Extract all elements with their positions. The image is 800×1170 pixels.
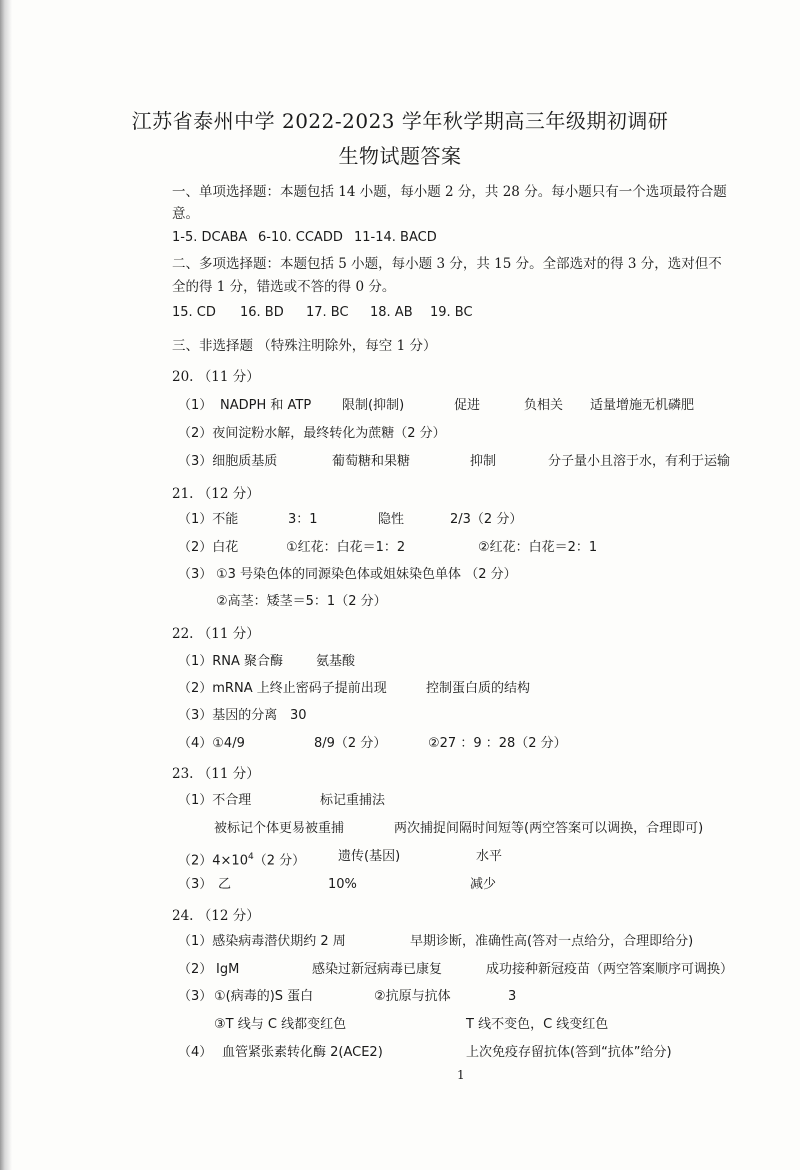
answer-blank: 乙 xyxy=(218,877,232,892)
answer-blank: ②27 ：9 ：28（2 分） xyxy=(428,736,567,751)
answer-blank: 2/3（2 分） xyxy=(450,512,523,527)
answer-blank: （3）基因的分离 xyxy=(178,708,278,723)
answer-blank: 分子量小且溶于水，有利于运输 xyxy=(548,454,731,469)
answer-blank: 10% xyxy=(328,877,357,892)
answer-blank: ③T 线与 C 线都变红色 xyxy=(214,1017,347,1032)
answer-blank: 3：1 xyxy=(288,512,318,527)
answer-blank: NADPH 和 ATP xyxy=(220,398,312,413)
section-3-heading: 三、非选择题 （特殊注明除外，每空 1 分） xyxy=(172,338,437,354)
answer-blank: ②高茎：矮茎＝5：1（2 分） xyxy=(216,594,387,609)
answer-blank: （2）白花 xyxy=(178,540,239,555)
answer-blank: 30 xyxy=(290,708,307,723)
answer-15: 15. CD xyxy=(172,305,216,320)
answer-blank: （2）夜间淀粉水解，最终转化为蔗糖（2 分） xyxy=(178,426,446,441)
section-2-instructions: 二、多项选择题：本题包括 5 小题，每小题 3 分，共 15 分。全部选对的得 3 分，选对但不 xyxy=(172,256,722,272)
question-20-heading: 20. （11 分） xyxy=(172,369,260,385)
answer-blank: （1）感染病毒潜伏期约 2 周 xyxy=(178,934,346,949)
row-label: （3） xyxy=(178,567,213,582)
document-subtitle: 生物试题答案 xyxy=(338,144,462,168)
population-value: （2）4×10 xyxy=(178,853,248,869)
answer-blank: （1）RNA 聚合酶 xyxy=(178,654,284,669)
scan-edge-shadow xyxy=(0,0,12,1170)
section-1-instructions: 一、单项选择题：本题包括 14 小题，每小题 2 分，共 28 分。每小题只有一个选项最符合题 xyxy=(172,184,727,200)
question-22-heading: 22. （11 分） xyxy=(172,626,260,642)
answer-blank: 抑制 xyxy=(470,454,497,469)
population-exponent: 4 xyxy=(247,852,254,862)
answer-16: 16. BD xyxy=(240,305,284,320)
answer-blank: 隐性 xyxy=(378,512,405,527)
answer-1-5: 1-5. DCABA xyxy=(172,230,248,245)
answer-blank: ②红花：白花＝2：1 xyxy=(478,540,598,555)
answer-19: 19. BC xyxy=(430,305,473,320)
answer-blank: 感染过新冠病毒已康复 xyxy=(312,962,443,977)
document-title: 江苏省泰州中学 2022-2023 学年秋学期高三年级期初调研 xyxy=(131,109,669,133)
answer-blank: 水平 xyxy=(476,849,503,864)
answer-blank: 葡萄糖和果糖 xyxy=(332,454,411,469)
answer-blank: 负相关 xyxy=(524,398,564,413)
answer-blank: T 线不变色，C 线变红色 xyxy=(466,1017,609,1032)
answer-blank: （1）不能 xyxy=(178,512,239,527)
answer-blank: ①3 号染色体的同源染色体或姐妹染色单体 （2 分） xyxy=(216,567,517,582)
section-2-instructions-cont: 全的得 1 分，错选或不答的得 0 分。 xyxy=(172,279,396,295)
answer-blank: （3）细胞质基质 xyxy=(178,454,278,469)
answer-blank: 促进 xyxy=(454,398,481,413)
row-label: （3） xyxy=(178,877,213,892)
answer-blank xyxy=(178,848,305,870)
answer-6-10: 6-10. CCADD xyxy=(258,230,343,245)
answer-blank: 3 xyxy=(508,989,517,1004)
answer-blank: 标记重捕法 xyxy=(320,793,386,808)
answer-blank: （4）①4/9 xyxy=(178,736,245,751)
question-24-heading: 24. （12 分） xyxy=(172,908,260,924)
page-number: 1 xyxy=(457,1068,465,1082)
answer-blank: 早期诊断，准确性高(答对一点给分，合理即给分) xyxy=(410,934,694,949)
answer-blank: （2）mRNA 上终止密码子提前出现 xyxy=(178,681,387,696)
section-1-instructions-cont: 意。 xyxy=(172,206,199,222)
row-label: （4） xyxy=(178,1045,213,1060)
answer-blank: 减少 xyxy=(470,877,497,892)
answer-11-14: 11-14. BACD xyxy=(354,230,437,245)
answer-blank: 8/9（2 分） xyxy=(314,736,387,751)
answer-blank: ①(病毒的)S 蛋白 xyxy=(214,989,314,1004)
row-label: （1） xyxy=(178,398,213,413)
answer-blank: 氨基酸 xyxy=(316,654,356,669)
answer-blank: 被标记个体更易被重捕 xyxy=(214,821,345,836)
answer-17: 17. BC xyxy=(306,305,349,320)
answer-blank: 遗传(基因) xyxy=(338,849,401,864)
answer-blank: 限制(抑制) xyxy=(342,398,405,413)
question-23-heading: 23. （11 分） xyxy=(172,766,260,782)
answer-18: 18. AB xyxy=(370,305,413,320)
question-21-heading: 21. （12 分） xyxy=(172,486,260,502)
row-label: （3） xyxy=(178,989,213,1004)
points-note: （2 分） xyxy=(253,853,306,869)
answer-blank: 成功接种新冠疫苗（两空答案顺序可调换） xyxy=(486,962,734,977)
answer-blank: IgM xyxy=(216,962,240,977)
answer-blank: ①红花：白花＝1：2 xyxy=(286,540,406,555)
row-label: （2） xyxy=(178,962,213,977)
answer-blank: 适量增施无机磷肥 xyxy=(590,398,695,413)
answer-blank: （1）不合理 xyxy=(178,793,252,808)
answer-blank: 血管紧张素转化酶 2(ACE2) xyxy=(222,1045,383,1060)
answer-blank: 两次捕捉间隔时间短等(两空答案可以调换，合理即可) xyxy=(394,821,704,836)
answer-blank: ②抗原与抗体 xyxy=(374,989,451,1004)
answer-blank: 上次免疫存留抗体(答到“抗体”给分) xyxy=(466,1045,672,1060)
answer-blank: 控制蛋白质的结构 xyxy=(426,681,531,696)
